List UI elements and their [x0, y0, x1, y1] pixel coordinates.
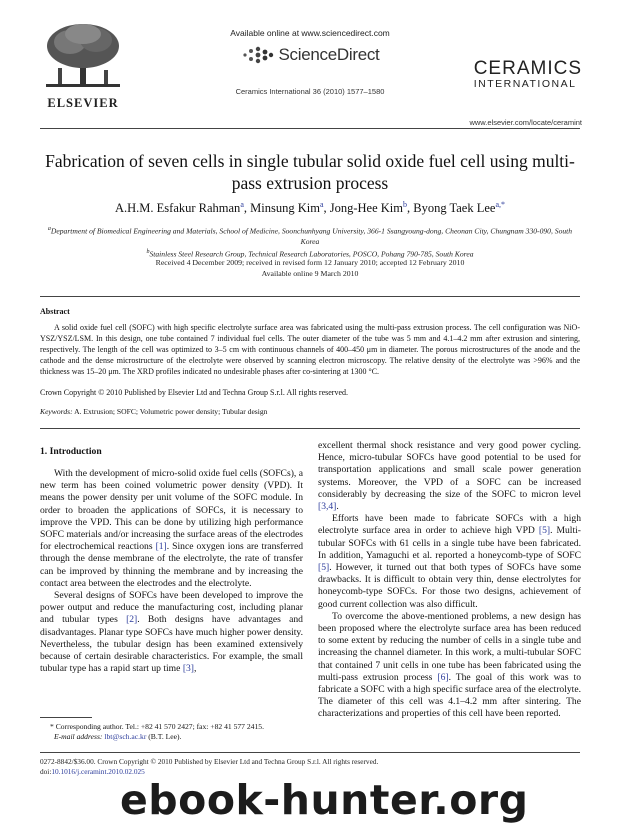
journal-name-line1: CERAMICS — [473, 58, 582, 79]
elsevier-tree-icon — [40, 22, 126, 90]
abstract-divider-top — [40, 296, 580, 297]
paragraph-text: To overcome the above-mentioned problems, a new design has been proposed where the electrolyte surface area has been reduced to some extent by reducing the number of cells in a single tube and increasing the channel diameter. In this work, a multi-tubular SOFC that contained 7 unit cells in one tube has been fabricated using the multi-pass extrusion process — [318, 610, 581, 683]
paragraph — [318, 611, 581, 721]
author-name: Byong Taek Lee — [413, 201, 496, 216]
author-list: A.H.M. Esfakur Rahman$^a$, Minsung Kim$^a$, Jong-Hee Kim$^b$, Byong Taek Lee$^{a,*}$ — [114, 200, 506, 216]
footnote-text: (B.T. Lee). — [146, 732, 182, 741]
paragraph — [40, 590, 303, 675]
watermark-text: ebook-hunter.org — [120, 776, 529, 824]
citation-link[interactable]: [2] — [126, 614, 138, 626]
paragraph-text: Efforts have been made to fabricate SOFCs with a high electrolyte surface area in order to achieve high VPD — [318, 513, 581, 537]
received-dates: Received 4 December 2009; received in revised form 12 January 2010; accepted 12 February 2010 — [155, 258, 465, 267]
citation-link[interactable]: [1] — [155, 541, 167, 553]
journal-name-line2: INTERNATIONAL — [473, 78, 577, 90]
email-link[interactable]: lbt@sch.ac.kr — [104, 732, 147, 741]
paragraph-text: With the development of micro-solid oxide fuel cells (SOFCs), a new term has been coined volumetric power density (VPD). It means the power density per unit volume of the SOFC module. In order to broaden the applications of SOFCs, it is necessary to improve the VPD. This can be done by utilizing high performance SOFC materials and/or increasing the surface areas of the electrodes for electrochemical reactions — [40, 468, 303, 553]
paragraph-text: . Both designs have advantages and disadvantages. Planar type SOFCs have much higher power density. Nevertheless, the tubular design has been examined extensively because of certain desirable characteristics. For example, the small tubular type has a rapid start up time — [40, 614, 303, 675]
journal-reference: Ceramics International 36 (2010) 1577–1580 — [235, 87, 385, 96]
affiliation-a — [40, 224, 580, 247]
bottom-divider — [40, 752, 580, 753]
citation-link[interactable]: [3] — [182, 663, 194, 675]
keywords — [40, 407, 267, 416]
citation-link[interactable]: [5] — [318, 562, 330, 574]
left-column — [40, 468, 303, 675]
affiliation-mark: b — [146, 248, 150, 255]
footnote-text: Corresponding author. Tel.: +82 41 570 2427; fax: +82 41 577 2415. — [53, 722, 264, 731]
author-affil-mark: a,* — [495, 200, 506, 209]
affiliations — [40, 224, 580, 259]
paragraph — [40, 468, 303, 590]
keywords-list: A. Extrusion; SOFC; Volumetric power density; Tubular design — [72, 407, 268, 416]
abstract-copyright: Crown Copyright © 2010 Published by Elsevier Ltd and Techna Group S.r.l. All rights reserved. — [40, 388, 348, 397]
email-label: E-mail address: — [54, 732, 103, 741]
abstract-heading: Abstract — [40, 307, 70, 316]
author-name: A.H.M. Esfakur Rahman — [114, 201, 241, 216]
author-affil-mark: a — [240, 200, 244, 209]
publisher-name: ELSEVIER — [47, 96, 119, 110]
issn-copyright-line: 0272-8842/$36.00. Crown Copyright © 2010 Published by Elsevier Ltd and Techna Group S.r.l. All rights reserved. — [40, 757, 379, 766]
paragraph-text: . Multi-tubular SOFCs with 61 cells in a single tube have been fabricated. In addition, Yamaguchi et al. reported a honeycomb-type of SOFC — [318, 525, 581, 561]
sciencedirect-wordmark: ScienceDirect — [278, 45, 380, 64]
doi-label: doi: — [40, 767, 52, 776]
sciencedirect-dots-icon — [241, 46, 275, 64]
journal-masthead — [190, 28, 430, 96]
affiliation-text: Department of Biomedical Engineering and Materials, School of Medicine, Soonchunhyang University, 366-1 Ssangyoung-dong, Cheonan City, Chungnam 330-090, South Korea — [50, 226, 573, 246]
affiliation-text: Stainless Steel Research Group, Technical Research Laboratories, POSCO, Pohang 790-785, South Korea — [149, 249, 474, 259]
footnote-email-line — [40, 732, 303, 742]
paragraph-text: , — [194, 663, 197, 675]
journal-title-logo — [474, 60, 582, 90]
paragraph-text: . However, it turned out that both types of SOFCs have some drawbacks. It is difficult to obtain very thin, dense electrolytes for honeycomb-type SOFCs. For those two designs, achievement of good current collection was also difficult. — [318, 562, 581, 610]
author-affil-mark: a — [319, 200, 324, 209]
right-column — [318, 440, 581, 721]
available-online-date: Available online 9 March 2010 — [261, 268, 359, 278]
citation-link[interactable]: [3,4] — [318, 501, 337, 513]
paragraph-text: . Since oxygen ions are transferred through the dense membrane of the electrolyte, the rate of transfer can be improved by thinning the membrane and by increasing the contact area between the electrodes and the electrolyte. — [40, 541, 303, 589]
abstract-text: A solid oxide fuel cell (SOFC) with high specific electrolyte surface area was fabricated using the multi-pass extrusion process. The cell configuration was NiO-YSZ/YSZ/LSM. In this design, one tube contained 7 individual fuel cells. The outer diameter of the tube was 5 mm and 4.1–4.2 mm after extrusion and sintering, respectively. The length of the cell was optimized to 3–5 cm with continuous channels of 400–450 μm in diameter. The porous microstructures of the anode and the cathode and the dense microstructure of the electrolyte were observed by scanning electron microscopy. The relative density of the electrolyte was >96% and the thickness was 15–20 μm. The XRD profiles indicated no undesirable phases after co-sintering at 1300 °C. — [40, 323, 580, 376]
journal-url-link[interactable]: www.elsevier.com/locate/ceramint — [469, 118, 582, 127]
affiliation-mark: a — [47, 226, 51, 232]
doi-link[interactable]: 10.1016/j.ceramint.2010.02.025 — [51, 767, 145, 776]
paragraph-text: . The goal of this work was to fabricate a SOFC with a high specific surface area of the electrolyte. The diameter of this cell was 4.1–4.2 mm after sintering. The characterizations and properties of this cell have been reported. — [318, 671, 581, 720]
elsevier-logo — [40, 22, 126, 114]
abstract-divider-bottom — [40, 428, 580, 429]
citation-link[interactable]: [6] — [437, 671, 449, 683]
publication-info — [40, 757, 378, 777]
header-divider — [40, 128, 580, 129]
paragraph-text: . — [336, 501, 339, 513]
citation-link[interactable]: [5] — [538, 525, 551, 537]
keywords-label: Keywords: — [40, 407, 73, 416]
author-affil-mark: b — [403, 200, 407, 209]
sciencedirect-logo — [190, 45, 430, 65]
paragraph-text: Several designs of SOFCs have been developed to improve the power output and reduce the manufacturing cost, including planar and tubular types — [40, 590, 303, 626]
section-heading: 1. Introduction — [40, 446, 102, 457]
paragraph-text: excellent thermal shock resistance and very good power cycling. Hence, micro-tubular SOFCs have good potential to be used for transportation applications and small scale power generation systems. Moreover, the VPD of a SOFC can be increased considerably by decreasing the size of the SOFC to micron level — [318, 440, 581, 500]
footnote-mark: * — [50, 722, 54, 731]
author-name: Minsung Kim — [250, 201, 320, 216]
footnote-line — [40, 722, 303, 732]
author-name: Jong-Hee Kim — [329, 201, 403, 216]
available-online-text: Available online at www.sciencedirect.com — [230, 28, 390, 38]
article-dates — [40, 258, 580, 279]
corresponding-author-footnote — [40, 722, 303, 742]
paragraph — [318, 440, 581, 513]
paragraph — [318, 513, 581, 611]
article-title: Fabrication of seven cells in single tubular solid oxide fuel cell using multi-pass extrusion process — [45, 151, 575, 193]
footnote-divider — [40, 717, 92, 718]
